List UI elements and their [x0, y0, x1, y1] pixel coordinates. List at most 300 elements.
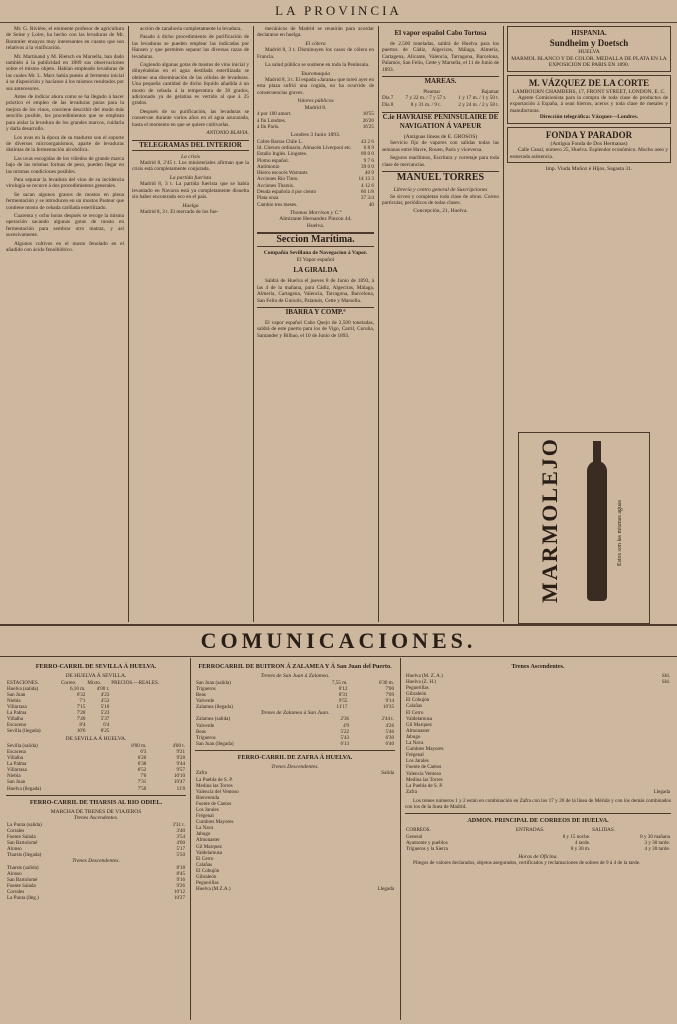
- table-cell: 7'40: [76, 716, 86, 723]
- rail-note: Los trenes números 1 y 2 están en combinación en Zafra con los 17 y 20 de la línea de Mérida y con los demás combinados con los de la línea de Madrid.: [405, 797, 671, 811]
- rate-value: 4 12 6: [361, 182, 374, 189]
- table-cell: Gibraleón: [196, 874, 217, 881]
- column-3: [257, 26, 374, 606]
- table-cell: 2'36: [340, 716, 350, 723]
- table-cell: Bienvenida: [196, 794, 220, 801]
- rate-label: Id. Cloruro ordinario, Almacén Liverpool etc.: [257, 144, 352, 151]
- vasquez-ad: [507, 75, 671, 124]
- table-cell: 11'17: [336, 703, 348, 710]
- table-cell: San Juan (salida): [196, 679, 231, 686]
- table-cell: El Cobujón: [196, 867, 220, 874]
- article-paragraph: acción de zanahoria completamente la levadura.: [140, 26, 242, 32]
- table-cell: Villalba: [7, 755, 24, 762]
- article-paragraph: Cuarenta y ocho horas después se recoge la misma operación sacando algunas gotas de mosto en fermentación para sembrar otro matraz, y así sucesivamente.: [6, 212, 124, 239]
- marmol-text: MARMOL BLANCO Y DE COLOR. MEDALLA DE PLATA EN LA EXPOSICION DE PARIS EN 1890.: [511, 55, 667, 68]
- table-cell: San Juan (llegada): [196, 740, 234, 747]
- table-cell: 6'13: [340, 740, 350, 747]
- table-cell: Cumbres Mayores: [196, 819, 234, 826]
- noticias-text: Seguros marítimos, Escritura y corretaje para toda clase de mercancías.: [382, 155, 499, 168]
- comunicaciones-title: COMUNICACIONES.: [200, 628, 477, 653]
- table-cell: 7,55 m.: [332, 679, 348, 686]
- table-cell: Valdelamusa: [406, 715, 433, 722]
- table-cell: Valdelamusa: [196, 849, 223, 856]
- rate-label: Estaño Inglés. Lingotes.: [257, 151, 308, 158]
- vasquez-sub: LAMBOURN CHAMBERS, 17, FRONT STREET, LONDON, E. C.: [512, 88, 666, 95]
- article-paragraph: Para separar la levadura del vino de su incidencia virología se recurre á dos procedimientos generales.: [6, 176, 124, 190]
- table-cell: Villarrasa: [7, 767, 27, 774]
- table-row: [405, 789, 671, 795]
- rate-label: Cambio tres meses.: [257, 201, 298, 208]
- rate-label: Plata onza: [257, 195, 279, 202]
- table-cell: 10'10: [173, 773, 185, 780]
- rate-value: 40: [368, 201, 374, 208]
- table-cell: Huelva (salida): [7, 685, 39, 692]
- vasquez-telegraph: Dirección telegráfica: Vázquez—Londres.: [539, 114, 639, 121]
- company-name: Compañía Sevillana de Navegacion á Vapor.: [263, 250, 368, 257]
- table-cell: 7'09: [385, 691, 394, 698]
- table-cell: Huelva (M. Z. A.): [406, 673, 443, 679]
- telegram-heading: La partida fuerista: [169, 174, 212, 181]
- table-cell: 9'16: [176, 876, 185, 883]
- maritime-section-title: Seccion Marítima.: [257, 232, 374, 247]
- column-rule: [503, 26, 504, 622]
- rate-label: Plomo español.: [257, 157, 289, 164]
- table-cell: 6'38: [137, 761, 147, 768]
- havraise-sub: (Antiguas líneas de E. GROSOS): [403, 133, 478, 140]
- rail-title: FERRO-CARRIL DE SEVILLA Á HUELVA.: [35, 663, 157, 670]
- column-1: [6, 26, 124, 606]
- hispania-title: HISPANIA.: [571, 29, 607, 37]
- table-cell: Medina las Torres: [196, 782, 233, 789]
- timetable: [6, 743, 186, 792]
- table-cell: Tharsis (salida): [7, 864, 39, 871]
- mareas-title: MAREAS.: [382, 76, 499, 86]
- table-cell: 10'12: [173, 889, 185, 896]
- rate-label: Cobre Barras Chile L.: [257, 138, 303, 145]
- rail-subtitle: DE SEVILLA Á HUELVA.: [65, 736, 127, 743]
- article-paragraph: Los uvas en la época de su madurez son el soporte de diversos microorganismos, aparte de levaduras distintas de la fermentación alcohólica.: [6, 134, 124, 154]
- column-rule: [400, 658, 401, 1020]
- sundheim-place: HUELVA: [578, 49, 600, 55]
- table-cell: San Bartolomé: [7, 839, 38, 846]
- table-cell: Valencia del Ventoso: [196, 788, 239, 795]
- table-cell: 9'21: [176, 748, 185, 755]
- timetable-head-cell: ESTACIONES.: [7, 679, 39, 686]
- almirante-address: Almirante Hernandez Pinzon 44.: [279, 216, 352, 223]
- telegram-heading: Tauromaquia: [300, 70, 331, 77]
- table-cell: 8 y 15 noche.: [562, 833, 591, 840]
- table-cell: Niebla: [7, 697, 21, 704]
- table-cell: 11'8: [176, 785, 185, 792]
- table-cell: 3'31 t.: [172, 821, 185, 828]
- havraise-title: C.ie HAVRAISE PENINSULAIRE DE NAVIGATION Á VAPEUR: [382, 112, 499, 130]
- marea-pleamar: 8 y 31 m. / 9 t.: [410, 101, 441, 108]
- value-label: á fin Londres.: [257, 117, 286, 124]
- table-cell: El Cerro: [406, 709, 424, 716]
- table-cell: Ayamonte y pueblos: [406, 839, 448, 846]
- table-cell: Villarrasa: [7, 703, 27, 710]
- table-cell: 9'14: [385, 697, 394, 704]
- rate-label: Acciones Tharsis.: [257, 182, 295, 189]
- table-cell: Peguerillas: [196, 880, 219, 887]
- vasquez-title: M. VÁZQUEZ DE LA CORTE: [528, 77, 650, 88]
- fonda-title: FONDA Y PARADOR: [545, 129, 633, 140]
- imprenta-line: Imp. Viuda Muñoz é Hijos, Sagasta 31.: [545, 166, 633, 173]
- table-cell: Niebla: [7, 773, 21, 780]
- table-cell: Escacena: [7, 722, 26, 729]
- table-cell: 7'15: [76, 703, 86, 710]
- rail-subtitle: Trenes Ascendentes.: [73, 815, 119, 822]
- table-cell: Fuente de Cantos: [406, 764, 442, 771]
- rail-subtitle: MARCHA DE TRENES DE VIAJEROS: [50, 808, 142, 815]
- table-cell: 4 tarde.: [574, 839, 591, 846]
- table-row: [6, 786, 186, 792]
- table-cell: 7'50: [137, 785, 147, 792]
- table-cell: 9'55: [338, 697, 348, 704]
- table-cell: 4'00: [176, 839, 185, 846]
- value-number: 18'55: [362, 111, 374, 118]
- value-label: á fin París.: [257, 123, 280, 130]
- table-cell: 5'22: [340, 728, 350, 735]
- marea-day: Día 7: [382, 95, 394, 102]
- table-cell: 8 y 30 mañana: [640, 833, 670, 840]
- table-cell: Frégenal: [196, 813, 214, 820]
- rail-subtitle: Trenes de Zalamea á San Juan.: [260, 709, 330, 716]
- timetable: [6, 822, 186, 859]
- fonda-text: Calle Canal, número 25, Huelva. Esplendor económico. Mucho aseo y esmerada asistencia.: [510, 147, 668, 160]
- table-row: [6, 895, 186, 901]
- table-cell: Zafra: [196, 770, 208, 777]
- table-cell: San Bartolomé: [7, 876, 38, 883]
- values-place: Madrid 8.: [304, 104, 327, 111]
- mareas-col: Bajamar: [481, 89, 499, 96]
- values-title: Valores públicos: [297, 98, 334, 105]
- rate-value: 6 8 9: [363, 144, 374, 151]
- correos-head-cell: ENTRADAS.: [515, 827, 545, 834]
- table-cell: Jabugo: [406, 733, 421, 740]
- bottle-side-text: Estos son las mismas aguas: [617, 500, 623, 566]
- almirante-place: Huelva.: [306, 222, 325, 229]
- table-cell: Valverde: [196, 697, 215, 704]
- table-cell: San Juan: [7, 779, 26, 786]
- fonda-sub: (Antigua Fonda de Dos Hermanas): [550, 140, 628, 147]
- table-cell: 7'31: [137, 779, 147, 786]
- table-cell: 2'44 t.: [381, 716, 394, 723]
- table-cell: Fuente de Cantos: [196, 800, 232, 807]
- table-cell: 4 y 30 tarde.: [644, 845, 670, 852]
- table-cell: Huelva (M.Z.A.): [196, 886, 231, 893]
- value-row: [257, 124, 374, 130]
- correos-head-cell: SALIDAS.: [592, 827, 615, 834]
- table-cell: 5'23: [100, 709, 110, 716]
- table-cell: 6'40: [385, 740, 394, 747]
- rail-title: FERRO-CARRIL DE ZAFRA Á HUELVA.: [237, 753, 353, 761]
- havraise-text: Servicio fijo de vapores con salidas todas las semanas entre Havre, Rouen, París y viceversa.: [382, 140, 499, 153]
- article-paragraph: Las uvas escogidas de los viñedos de grande marca bajo de las mismas formas de peso, pueden llegar en las mismas condiciones posibles.: [6, 155, 124, 175]
- table-row: [6, 728, 186, 734]
- table-cell: Valencia Ventoso: [406, 770, 442, 777]
- rail-subtitle: DE HUELVA Á SEVILLA.: [65, 673, 127, 679]
- table-cell: Salida: [381, 770, 394, 777]
- rate-label: Deuda española 4 por ciento: [257, 189, 317, 196]
- table-cell: 10'35: [382, 703, 394, 710]
- rate-value: 14 13 3: [358, 176, 374, 183]
- table-cell: 4'23: [100, 691, 110, 698]
- section-rule: [6, 795, 186, 796]
- hispania-ad: [507, 26, 671, 72]
- manuel-torres-sub: Librería y centro general de Suscripciones: [393, 187, 488, 194]
- bottle-icon: [587, 461, 607, 601]
- mareas-col: Pleamar: [423, 89, 441, 96]
- article-paragraph: Después de su purificación, las levaduras se conservan durante varios años en el agua azucarada, hasta el momento en que se quiere cultivarlas.: [132, 108, 249, 128]
- table-cell: Trigueros: [196, 685, 216, 692]
- table-cell: Trigueros: [196, 734, 216, 741]
- article-paragraph: Se sacan algunos granos de mostos en plena fermentación y se introducen en un mostos Pasteur que contiene mosto de cebada cariñada esterilizado.: [6, 191, 124, 211]
- table-cell: 4'00 t.: [96, 685, 110, 692]
- telegram-paragraph: Madrid 8, 3 t. La partida fuerista que se había levantado en Navarra está ya completamente disuelta sin haber encontrado eco en el país.: [132, 181, 249, 201]
- vasquez-text: Agente Comisionista para la compra de toda clase de productos de exportación á España, á sean hierros, aceros y toda clase de metales y manufacturas.: [510, 95, 668, 114]
- marmolejo-bottle-ad: [518, 432, 650, 624]
- ibarra-title: IBARRA Y COMP.ª: [257, 307, 374, 317]
- table-row: [195, 886, 395, 892]
- giralda-title: LA GIRALDA: [293, 266, 338, 275]
- table-cell: 5'43: [340, 734, 350, 741]
- table-cell: Huelva (Z. H.): [406, 679, 436, 686]
- table-cell: 8'12: [338, 685, 348, 692]
- table-cell: Medina las Torres: [406, 776, 443, 783]
- table-cell: Gibraleón: [406, 691, 427, 698]
- rate-label: Hierro escocés Warrants: [257, 170, 308, 177]
- table-cell: 10'27: [173, 895, 185, 902]
- timetable-head-cell: Correo.: [60, 679, 77, 686]
- rate-value: 9 7 6: [363, 157, 374, 164]
- timetable: [405, 673, 671, 795]
- telegram-paragraph: La salud pública se sostiene en toda la Península.: [265, 62, 370, 69]
- rail-title: FERRO-CARRIL DE THARSIS AL RIO ODIEL.: [29, 798, 163, 806]
- rail-subtitle: Trenes Descendentes.: [72, 858, 120, 865]
- column-4: [382, 26, 499, 606]
- table-cell: Sevilla (llegada): [7, 728, 41, 735]
- telegram-heading: Huelga: [182, 202, 199, 209]
- table-cell: Fuente Salada: [7, 833, 36, 840]
- article-paragraph: Pasado á dicho procedimiento de purificación de las levaduras se pueden emplear las indicadas por Hansen y que permiten separar las diversas razas de levaduras.: [132, 34, 249, 60]
- table-cell: La Puebla de S. P.: [196, 776, 233, 783]
- table-cell: 7'1: [79, 697, 86, 704]
- table-cell: Corrales: [7, 889, 25, 896]
- table-cell: Trigueros y la Sierra: [406, 845, 448, 852]
- column-5: [507, 26, 671, 426]
- table-cell: Los Jarales: [196, 807, 219, 813]
- column-2: [132, 26, 249, 606]
- table-cell: 5'37: [100, 716, 110, 723]
- table-cell: Llegada: [653, 788, 670, 795]
- timetable: [195, 716, 395, 746]
- column-rule: [378, 26, 379, 622]
- value-number: 26'20: [362, 117, 374, 124]
- london-date: Londres 3 Junio 1893.: [290, 132, 341, 139]
- table-cell: La Punta (lleg.): [7, 895, 39, 902]
- telegram-paragraph: Madrid 8, 2'45 t. Los ministeriales afirman que la crisis está completamente conjurada.: [132, 160, 249, 173]
- thomas-signature: Thomas Morrison y C.ª: [289, 209, 342, 216]
- table-cell: 6'4: [103, 722, 110, 729]
- rate-value: 40 9: [364, 170, 374, 177]
- tortosa-title: El vapor español Cabo Tortosa: [394, 29, 487, 37]
- table-cell: 6,10 m.: [69, 685, 86, 692]
- table-cell: 4'9: [343, 722, 350, 729]
- table-cell: 5'10: [100, 703, 110, 710]
- rail-zafra-ascendentes: [405, 662, 671, 1017]
- table-cell: 8'18: [176, 864, 185, 871]
- table-cell: La Nava: [196, 825, 214, 832]
- table-cell: La Palma: [7, 761, 27, 768]
- table-cell: Huelva (llegada): [7, 785, 42, 792]
- correos-title: ADMON. PRINCIPAL DE CORREOS DE HUELVA.: [467, 817, 609, 825]
- table-cell: 5'17: [176, 845, 185, 852]
- table-cell: Tharsis (llegada): [7, 852, 42, 859]
- table-cell: 3 y 30 tarde.: [644, 839, 670, 846]
- table-cell: 6'3: [140, 748, 147, 755]
- table-cell: Frégenal: [406, 752, 424, 759]
- table-cell: Beas: [196, 728, 206, 735]
- table-cell: Zalamea (salida): [196, 716, 231, 723]
- table-cell: 3'54: [176, 833, 185, 840]
- table-cell: 8'31: [338, 691, 348, 698]
- rail-sevilla-huelva: [6, 662, 186, 1017]
- table-cell: 8'4: [79, 722, 86, 729]
- table-cell: 7'28: [76, 709, 86, 716]
- tortosa-text: de 2.500 toneladas, saldrá de Huelva para los puertos de Cádiz, Algeciras, Málaga, Almería, Cartagena, Alicante, Valencia, Tarragona, Barcelona, Palamós, San Feliu, Cette y Marsella, el 11 de Junio de 1893.: [382, 41, 499, 73]
- timetable-head-cell: PRECIOS.—REALES.: [111, 679, 160, 686]
- table-cell: Los Jarales: [406, 758, 429, 765]
- correos-table: [405, 827, 671, 851]
- rate-label: Antimonio: [257, 163, 280, 170]
- table-cell: Llegada: [377, 886, 394, 893]
- marea-day: Día 8: [382, 101, 394, 108]
- vapor-label: El Vapor español: [296, 256, 335, 263]
- marea-row: [382, 102, 499, 108]
- table-cell: 3'40: [176, 827, 185, 834]
- column-rule: [128, 26, 129, 622]
- horas-text: Pliegos de valores declarados, objetos asegurados, certificados y reclamaciones de sobres de 9 á 4 de la tarde.: [413, 860, 641, 867]
- timetable-head-cell: Mixto.: [87, 679, 102, 686]
- table-row: [195, 741, 395, 747]
- article-paragraph: Cogiendo algunas gotas de mostos de vino inicial y diluyéndolas en el agua destilada esterilizada se obtiene una diseminación de las células de levaduras. Una pequeña cantidad de dicho liquido añadida á un mosto de cebada á la temperatura de 30 grados, adicionado ya de gelatina es vertido al que á 25 grados.: [132, 62, 249, 107]
- rail-title: FERROCARRIL DE BUITRON Á ZALAMEA Y Á San Juan del Puerto.: [198, 663, 392, 670]
- timetable: [195, 770, 395, 892]
- table-cell: Villalba: [7, 716, 24, 723]
- rate-value: 39 0 0: [361, 163, 374, 170]
- table-cell: 8'45: [176, 870, 185, 877]
- table-cell: 6'30 m.: [378, 679, 394, 686]
- table-cell: La Palma: [7, 709, 27, 716]
- table-cell: 4'26: [385, 722, 394, 729]
- section-rule: [195, 750, 395, 751]
- ibarra-text: El vapor español Cabo Quejo de 2,500 toneladas, saldrá de este puerto para los de Vigo, Carril, Coruña, Santander y Bilbao, el 10 de Junio de 1893.: [257, 320, 374, 339]
- sundheim-title: Sundheim y Doetsch: [549, 38, 629, 48]
- table-cell: Corrales: [7, 827, 25, 834]
- table-cell: Cumbres Mayores: [406, 746, 444, 753]
- rate-value: 43 2 6: [361, 138, 374, 145]
- telegram-paragraph: Madrid 8, 3 t. El mercado de los fue-: [140, 209, 219, 216]
- article-paragraph: Mr. G. Rivière, el eminente profesor de agricultura de Seine y Loire, ha hecho con las levaduras de Mr. Rommier ensayos muy interesantes en cuanto que son relativos á la vinificación.: [6, 26, 124, 52]
- rate-row: [257, 202, 374, 208]
- table-cell: 9'26: [176, 882, 185, 889]
- table-cell: Almonaster: [196, 837, 220, 844]
- telegram-paragraph: Madrid 8, 3 t. El espada «Jarana» que toreó ayer en esta plaza sufrió una cogida, no ha ocurrido de consecuencias graves.: [257, 77, 374, 96]
- table-cell: 4'53: [100, 697, 110, 704]
- rail-subtitle: Trenes de San Juan á Zalamea.: [260, 673, 330, 679]
- table-cell: 7'6: [140, 773, 147, 780]
- giralda-text: Saldrá de Huelva el jueves 8 de Junio de 1893, á las 4 de la mañana, para Cádiz, Algeciras, Málaga, Almería, Cartagena, Valencia, Tarragona, Barcelona, San Feliu de Guixols, Palamós, Cette y Marsella.: [257, 278, 374, 304]
- table-cell: 8'25: [100, 728, 110, 735]
- timetable-header: [6, 680, 186, 686]
- marea-bajamar: 1 y 17 m. / 1 y 50 t.: [458, 95, 499, 102]
- article-paragraph: Algunos cultivos en el mosto fenolado en el añadido con ácido fenolhídrico.: [6, 240, 124, 253]
- table-cell: 6'26: [137, 755, 147, 762]
- manuel-torres-text: Se sirven y completan toda clase de obras. Correo particular, periódicos de todas clases.: [382, 193, 499, 206]
- rail-buitron-zalamea: [195, 662, 395, 1017]
- table-cell: General: [406, 833, 423, 840]
- telegram-heading: El cólera: [305, 40, 326, 47]
- column-rule: [253, 26, 254, 622]
- table-cell: Zafra: [406, 788, 418, 795]
- fonda-ad: [507, 127, 671, 163]
- correos-head-cell: CORREOS.: [406, 827, 431, 834]
- article-paragraph: Mr. Martinand y M. Rietsch en Marsella, han dado también á la publicidad en 1889 sus observaciones sobre el mismo objeto. Habían empleado levaduras de las cuales Mr. L. Marx había puesto al fermento inicial á su disposición y hacíanse á los mismos resultados por sus antecesores.: [6, 53, 124, 92]
- table-cell: 6'32: [76, 691, 86, 698]
- timetable: [195, 680, 395, 710]
- table-cell: Sevilla (salida): [7, 742, 38, 749]
- article-paragraph: Antes de indicar ahora como se ha llegado á hacer práctico el empleo de las levaduras puras para la mejora de los vinos, conviene describir del modo más sencillo posible, los procedimientos que se emplean para aislar la levadura de los grandes marcos, cuidarla y darla desarrollo.: [6, 94, 124, 133]
- table-cell: Alonso: [7, 845, 22, 852]
- horas-title: Horas de Oficina.: [518, 853, 558, 860]
- table-cell: Sld.: [661, 679, 670, 686]
- section-rule: [405, 813, 671, 814]
- table-cell: Escacena: [7, 748, 26, 755]
- masthead: LA PROVINCIA: [0, 0, 677, 23]
- table-row: [6, 686, 186, 692]
- table-cell: 10'47: [173, 779, 185, 786]
- manuel-torres-title: MANUEL TORRES: [382, 171, 499, 184]
- table-cell: 7'00: [385, 685, 394, 692]
- table-cell: Almonaster: [406, 727, 430, 734]
- table-cell: 5'50: [176, 852, 185, 859]
- table-row: [405, 846, 671, 852]
- telegrams-title: TELEGRAMAS DEL INTERIOR: [132, 140, 249, 151]
- table-cell: 8 y 30 m.: [570, 845, 591, 852]
- rail-title: Trenes Ascendentes.: [511, 663, 565, 670]
- timetable: [6, 865, 186, 902]
- table-cell: 4'00 t.: [172, 742, 185, 749]
- value-label: 4 por 100 amort.: [257, 111, 292, 118]
- section-rule: [0, 656, 677, 657]
- table-cell: Fuente Salada: [7, 882, 36, 889]
- table-cell: 8'00 m.: [131, 742, 147, 749]
- rate-value: 37 3/4: [360, 195, 374, 202]
- table-cell: Zalamea (llegada): [196, 703, 233, 710]
- table-cell: Beas: [196, 691, 206, 698]
- section-rule: [0, 624, 677, 626]
- table-cell: Sld.: [661, 673, 670, 679]
- manuel-torres-address: Concepción, 21, Huelva.: [413, 208, 468, 215]
- table-cell: 6'30: [385, 734, 394, 741]
- table-cell: 5'46: [385, 728, 394, 735]
- table-cell: La Puebla de S. P.: [406, 782, 443, 789]
- table-cell: 10'6: [76, 728, 86, 735]
- marea-bajamar: 2 y 24 m. / 2 y 58 t.: [458, 101, 499, 108]
- telegram-paragraph: mecánicos de Madrid se reunirán para acordar declararse en huelga.: [257, 26, 374, 39]
- marea-pleamar: 7 y 22 m. / 7 y 57 t.: [405, 95, 447, 102]
